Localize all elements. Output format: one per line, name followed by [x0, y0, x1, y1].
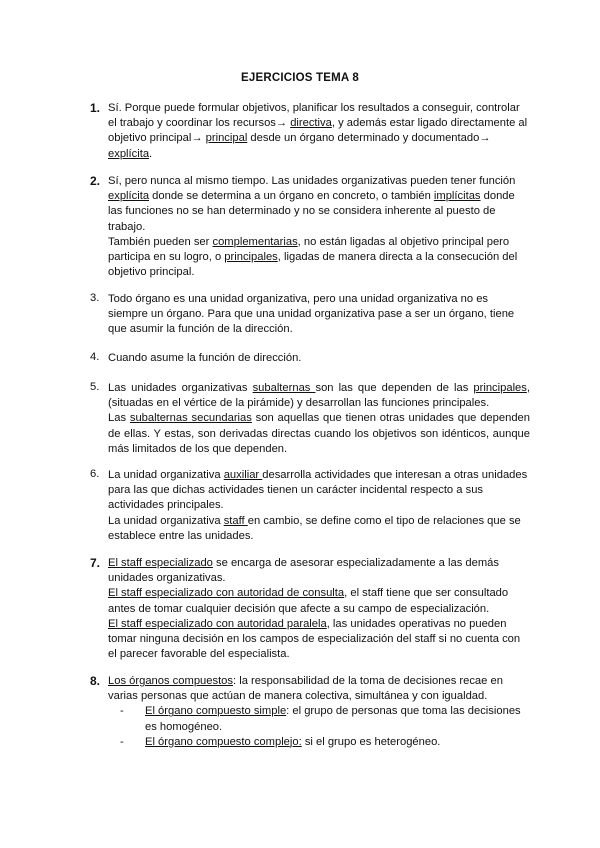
exercise-item-1: [90, 101, 530, 162]
dash-bullet: -: [120, 735, 124, 748]
item-number: 1.: [90, 101, 101, 115]
sub-list-item: - El órgano compuesto simple: el grupo de personas que toma las decisiones es homogéneo.: [120, 705, 521, 733]
item-paragraph: Sí. Porque puede formular objetivos, planificar los resultados a conseguir, controlar el trabajo y coordinar los recursos→ directiva, y además estar ligado directamente al objetivo principal→ principal desde un órgano determinado y documentado→ explícita.: [108, 102, 528, 160]
item-paragraph: Los órganos compuestos: la responsabilidad de la toma de decisiones recae en varias personas que actúan de manera colectiva, simultánea y con igualdad.: [108, 675, 503, 703]
page-title: EJERCICIOS TEMA 8: [241, 72, 359, 84]
item-paragraph: El staff especializado se encarga de asesorar especializadamente a las demás unidades organizativas.: [108, 557, 499, 585]
item-number: 4.: [90, 351, 100, 363]
item-number: 5.: [90, 381, 100, 393]
item-number: 2.: [90, 174, 101, 188]
item-paragraph: También pueden ser complementarias, no están ligadas al objetivo principal pero participa en su logro, o principales, ligadas de manera directa a la consecución del objetivo principal.: [108, 235, 518, 279]
item-paragraph: La unidad organizativa auxiliar desarrolla actividades que interesan a otras unidades para las que dichas actividades tienen un carácter incidental respecto a sus actividades principales.: [108, 469, 528, 512]
exercise-item-5: [90, 381, 530, 457]
sub-list-item: - El órgano compuesto complejo: si el grupo es heterogéneo.: [120, 735, 530, 750]
item-paragraph: La unidad organizativa staff en cambio, se define como el tipo de relaciones que se establece entre las unidades.: [108, 514, 521, 542]
item-paragraph: Las unidades organizativas subalternas son las que dependen de las principales, (situadas en el vértice de la pirámide) y desarrollan las funciones principales.: [108, 382, 530, 410]
exercise-item-4: [90, 351, 530, 366]
exercise-item-7: [90, 556, 530, 662]
item-number: 8.: [90, 674, 101, 688]
item-paragraph: El staff especializado con autoridad paralela, las unidades operativas no pueden tomar ninguna decisión en los campos de especialización del staff si no cuenta con el parecer favorable del especialista.: [108, 617, 521, 661]
item-paragraph: Sí, pero nunca al mismo tiempo. Las unidades organizativas pueden tener función explícita donde se determina a un órgano en concreto, o también implícitas donde las funciones no se han determinado y no se considera inherente al puesto de trabajo.: [108, 175, 516, 233]
item-paragraph: Las subalternas secundarias son aquellas que tienen otras unidades que dependen de ellas. Y estas, son derivadas directas cuando los objetivos son idénticos, aunque más limitados de los que dependen.: [108, 412, 530, 455]
exercise-item-3: [90, 292, 530, 338]
exercise-item-8: [90, 674, 530, 750]
item-number: 6.: [90, 468, 100, 480]
item-number: 3.: [90, 292, 100, 304]
item-number: 7.: [90, 556, 101, 570]
exercise-item-2: [90, 174, 530, 280]
dash-bullet: -: [120, 705, 124, 718]
item-paragraph: Todo órgano es una unidad organizativa, pero una unidad organizativa no es siempre un órgano. Para que una unidad organizativa pase a ser un órgano, tiene que asumir la función de la dirección.: [108, 293, 515, 336]
exercise-item-6: [90, 468, 530, 544]
item-paragraph: El staff especializado con autoridad de consulta, el staff tiene que ser consultado antes de tomar cualquier decisión que afecte a su campo de especialización.: [108, 587, 509, 615]
item-paragraph: Cuando asume la función de dirección.: [108, 352, 302, 364]
